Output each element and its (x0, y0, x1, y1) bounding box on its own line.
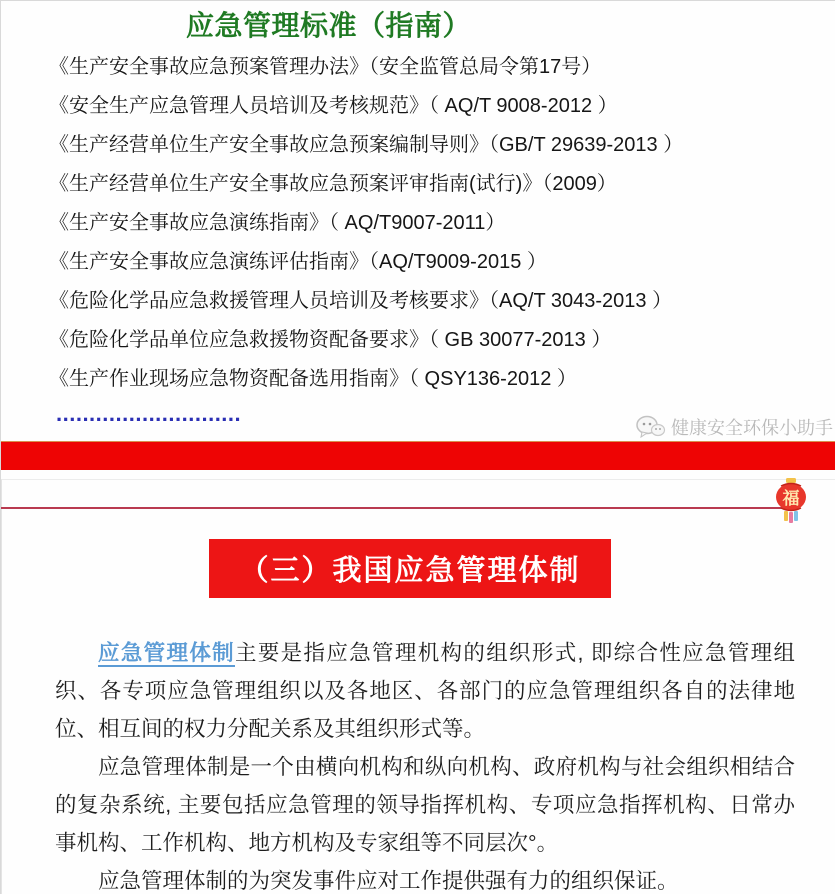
lantern-icon (772, 477, 810, 525)
list-item: 《生产安全事故应急预案管理办法》（安全监管总局令第17号） (49, 56, 602, 78)
paragraph-structure: 应急管理体制是一个由横向机构和纵向机构、政府机构与社会组织相结合的复杂系统, 主要包括应急管理的领导指挥机构、专项应急指挥机构、日常办事机构、工作机构、地方机构及专家组等不同层次°。 (55, 755, 795, 855)
standards-list (49, 48, 810, 399)
watermark-label: 健康安全环保小助手 (671, 418, 833, 438)
list-item: 《生产经营单位生产安全事故应急预案评审指南(试行)》（2009） (49, 173, 617, 195)
paragraph-definition (55, 634, 795, 748)
paragraph-conclusion: 应急管理体制的为突发事件应对工作提供强有力的组织保证。 (98, 869, 679, 893)
watermark (636, 414, 833, 440)
lantern-character: 福 (782, 489, 800, 508)
list-item: 《危险化学品单位应急救援物资配备要求》（ GB 30077-2013 ） (49, 329, 612, 351)
paragraph-definition-rest: 主要是指应急管理机构的组织形式, 即综合性应急管理组织、各专项应急管理组织以及各地区、各部门的应急管理组织各自的法律地位、相互间的权力分配关系及其组织形式等。 (55, 641, 795, 741)
body-text (55, 634, 795, 894)
red-divider-band (1, 441, 835, 470)
list-item: 《危险化学品应急救援管理人员培训及考核要求》（AQ/T 3043-2013 ） (49, 290, 673, 312)
list-item: 《生产作业现场应急物资配备选用指南》（ QSY136-2012 ） (49, 368, 577, 390)
assistant-bubble-icon (636, 415, 666, 439)
list-item: 《生产安全事故应急演练评估指南》（AQ/T9009-2015 ） (49, 251, 547, 273)
list-item: 《生产安全事故应急演练指南》（ AQ/T9007-2011） (49, 212, 506, 234)
header-rule (1, 507, 795, 509)
list-item: 《安全生产应急管理人员培训及考核规范》（ AQ/T 9008-2012 ） (49, 95, 618, 117)
section-banner-label: （三）我国应急管理体制 (239, 555, 581, 587)
ellipsis-dots: ............................ (56, 401, 242, 426)
list-item: 《生产经营单位生产安全事故应急预案编制导则》（GB/T 29639-2013 ） (49, 134, 684, 156)
page-title: 应急管理标准（指南） (186, 10, 472, 41)
term-highlight: 应急管理体制 (98, 641, 236, 665)
section-banner (209, 539, 611, 598)
